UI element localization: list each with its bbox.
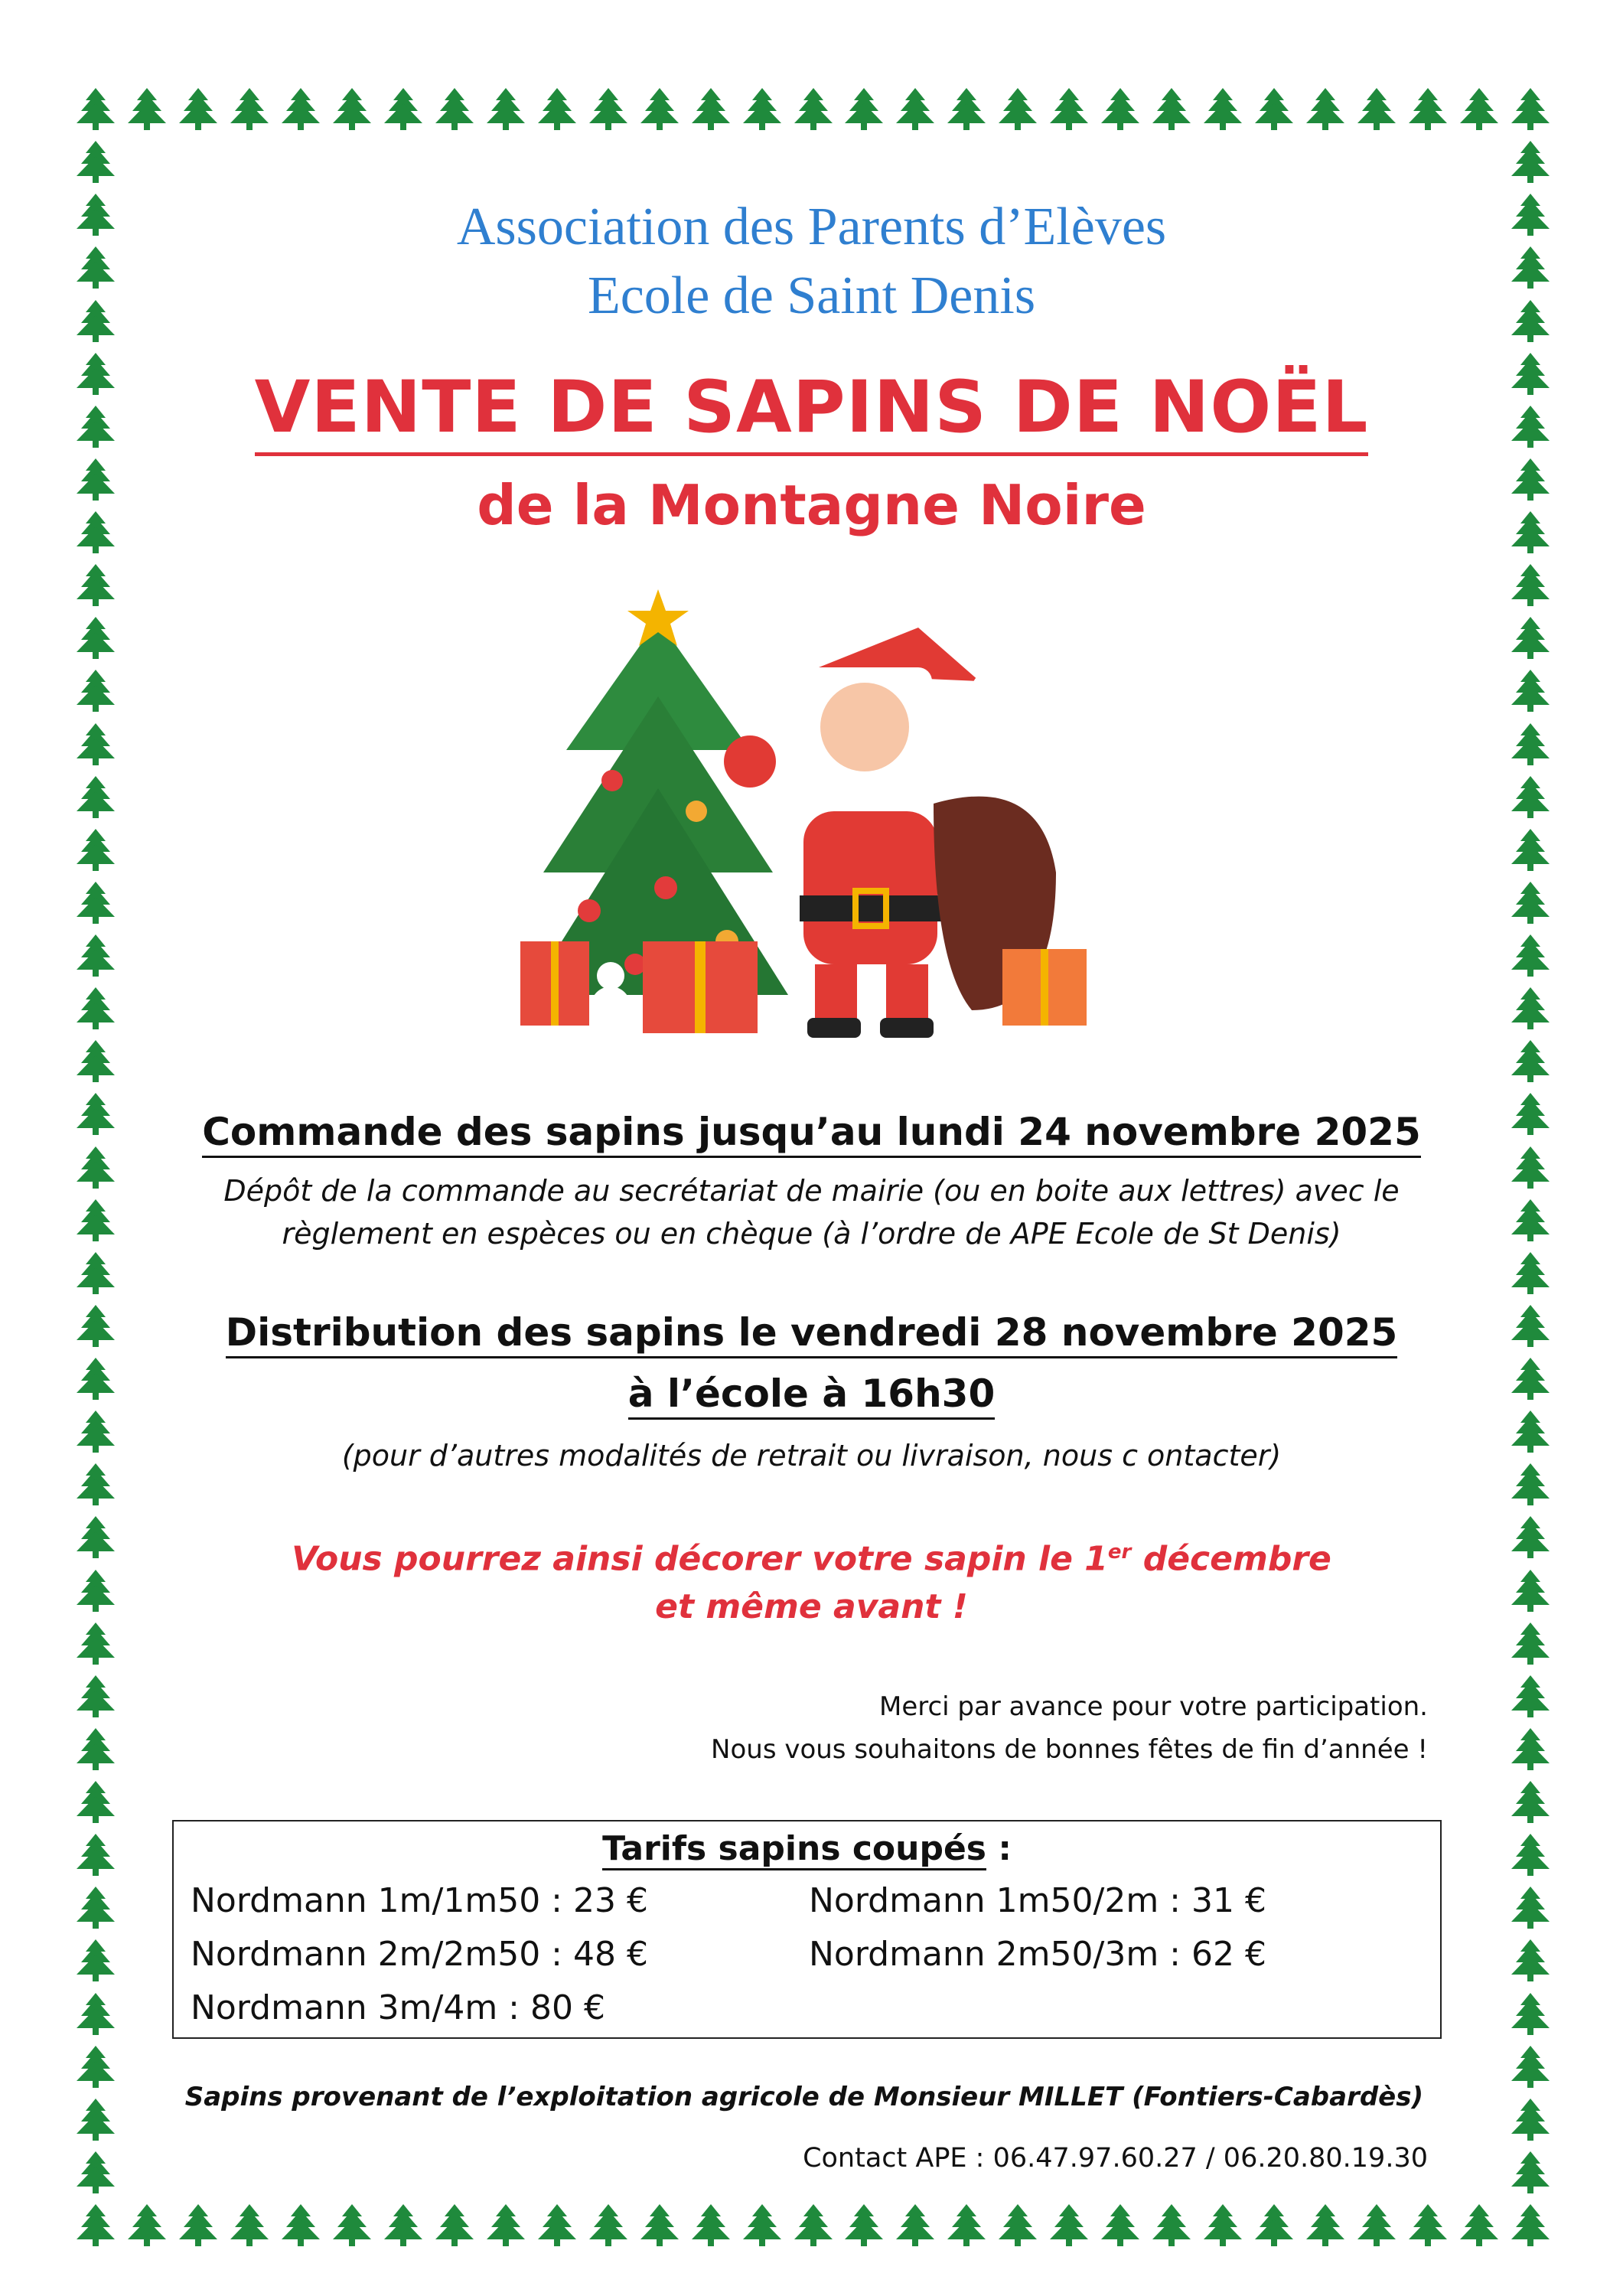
- christmas-tree-icon: [1511, 617, 1550, 660]
- christmas-tree-icon: [794, 2204, 833, 2247]
- christmas-tree-icon: [1511, 2046, 1550, 2089]
- order-heading-text: Commande des sapins jusqu’au lundi 24 novembre 2025: [202, 1110, 1421, 1158]
- christmas-tree-icon: [1511, 776, 1550, 819]
- price-item: Nordmann 2m/2m50 : 48 €: [191, 1935, 648, 1974]
- price-item: Nordmann 2m50/3m : 62 €: [809, 1935, 1266, 1974]
- christmas-tree-icon: [435, 88, 474, 131]
- christmas-tree-icon: [1511, 1993, 1550, 2036]
- christmas-tree-icon: [77, 1834, 115, 1877]
- christmas-tree-icon: [77, 617, 115, 660]
- christmas-tree-icon: [1050, 2204, 1088, 2247]
- christmas-tree-icon: [77, 88, 115, 131]
- christmas-tree-icon: [77, 723, 115, 766]
- christmas-tree-icon: [77, 1781, 115, 1824]
- christmas-tree-icon: [1511, 2151, 1550, 2194]
- christmas-tree-icon: [999, 88, 1037, 131]
- decorate-sup: er: [1107, 1541, 1132, 1564]
- christmas-tree-icon: [1511, 1675, 1550, 1718]
- order-line-1: Dépôt de la commande au secrétariat de mairie (ou en boite aux lettres) avec le: [223, 1174, 1400, 1208]
- christmas-tree-icon: [487, 88, 525, 131]
- price-box: [172, 1820, 1442, 2039]
- christmas-tree-icon: [77, 882, 115, 925]
- christmas-tree-icon: [179, 88, 217, 131]
- christmas-tree-icon: [1511, 1781, 1550, 1824]
- christmas-tree-icon: [743, 2204, 781, 2247]
- christmas-tree-icon: [128, 2204, 166, 2247]
- christmas-tree-icon: [947, 88, 986, 131]
- christmas-tree-icon: [1152, 2204, 1191, 2247]
- christmas-tree-icon: [1152, 88, 1191, 131]
- association-name: Association des Parents d’Elèves: [456, 197, 1167, 256]
- christmas-tree-icon: [589, 88, 627, 131]
- christmas-tree-icon: [333, 2204, 371, 2247]
- christmas-tree-icon: [77, 934, 115, 977]
- christmas-tree-icon: [1511, 1252, 1550, 1295]
- christmas-tree-icon: [1511, 1728, 1550, 1771]
- santa-illustration: [520, 582, 1102, 1041]
- christmas-tree-icon: [77, 2151, 115, 2194]
- christmas-tree-icon: [1511, 141, 1550, 184]
- price-title: [174, 1829, 1440, 1868]
- christmas-tree-icon: [333, 88, 371, 131]
- christmas-tree-icon: [282, 2204, 320, 2247]
- page-title: [0, 366, 1623, 449]
- christmas-tree-icon: [77, 670, 115, 713]
- christmas-tree-icon: [1306, 2204, 1344, 2247]
- christmas-tree-icon: [77, 1675, 115, 1718]
- thanks-line-1: Merci par avance pour votre participation.: [879, 1691, 1428, 1722]
- christmas-tree-icon: [896, 2204, 934, 2247]
- christmas-tree-icon: [743, 88, 781, 131]
- christmas-tree-icon: [384, 88, 422, 131]
- christmas-tree-icon: [1357, 2204, 1396, 2247]
- page-title-text: VENTE DE SAPINS DE NOËL: [255, 366, 1369, 456]
- distribution-heading-2: [0, 1371, 1623, 1416]
- christmas-tree-icon: [692, 88, 730, 131]
- christmas-tree-icon: [1050, 88, 1088, 131]
- tree-origin: Sapins provenant de l’exploitation agricole de Monsieur MILLET (Fontiers-Cabardès): [184, 2082, 1423, 2112]
- order-heading: [0, 1110, 1623, 1154]
- christmas-tree-icon: [230, 88, 269, 131]
- christmas-tree-icon: [1511, 1040, 1550, 1083]
- christmas-tree-icon: [77, 987, 115, 1030]
- christmas-tree-icon: [77, 1993, 115, 2036]
- christmas-tree-icon: [435, 2204, 474, 2247]
- christmas-tree-icon: [77, 1939, 115, 1982]
- christmas-tree-icon: [1511, 564, 1550, 607]
- christmas-tree-icon: [1511, 2099, 1550, 2141]
- christmas-tree-icon: [1460, 2204, 1498, 2247]
- christmas-tree-icon: [1204, 2204, 1242, 2247]
- christmas-tree-icon: [282, 88, 320, 131]
- price-item: Nordmann 1m50/2m : 31 €: [809, 1881, 1266, 1920]
- decorate-line-1: [0, 1525, 1623, 1587]
- christmas-tree-icon: [1511, 1887, 1550, 1929]
- price-title-text: Tarifs sapins coupés: [602, 1829, 986, 1870]
- christmas-tree-icon: [179, 2204, 217, 2247]
- christmas-tree-icon: [1101, 2204, 1139, 2247]
- christmas-tree-icon: [128, 88, 166, 131]
- decorate-text-a: Vous pourrez ainsi décorer votre sapin le 1: [292, 1539, 1108, 1579]
- christmas-tree-icon: [1409, 88, 1447, 131]
- price-item: Nordmann 3m/4m : 80 €: [191, 1988, 605, 2027]
- christmas-tree-icon: [1511, 1939, 1550, 1982]
- christmas-tree-icon: [1511, 987, 1550, 1030]
- christmas-tree-icon: [1511, 1834, 1550, 1877]
- christmas-tree-icon: [640, 88, 679, 131]
- christmas-tree-icon: [77, 1887, 115, 1929]
- price-title-suffix: :: [986, 1829, 1012, 1868]
- christmas-tree-icon: [1409, 2204, 1447, 2247]
- christmas-tree-icon: [487, 2204, 525, 2247]
- christmas-tree-icon: [1357, 88, 1396, 131]
- distribution-heading-2-text: à l’école à 16h30: [628, 1371, 996, 1420]
- christmas-tree-icon: [1511, 723, 1550, 766]
- christmas-tree-icon: [230, 2204, 269, 2247]
- christmas-tree-icon: [77, 829, 115, 872]
- contact-info: Contact APE : 06.47.97.60.27 / 06.20.80.19.30: [803, 2143, 1428, 2174]
- thanks-line-2: Nous vous souhaitons de bonnes fêtes de fin d’année !: [711, 1734, 1428, 1765]
- christmas-tree-icon: [77, 776, 115, 819]
- christmas-tree-icon: [1511, 882, 1550, 925]
- school-name: Ecole de Saint Denis: [587, 266, 1036, 325]
- christmas-tree-icon: [77, 141, 115, 184]
- christmas-tree-icon: [640, 2204, 679, 2247]
- page-subtitle: de la Montagne Noire: [477, 473, 1146, 537]
- christmas-tree-icon: [77, 1040, 115, 1083]
- decorate-line-2: et même avant !: [655, 1587, 968, 1626]
- christmas-tree-icon: [77, 564, 115, 607]
- christmas-tree-icon: [538, 88, 576, 131]
- christmas-tree-icon: [947, 2204, 986, 2247]
- christmas-tree-icon: [77, 2204, 115, 2247]
- christmas-tree-icon: [999, 2204, 1037, 2247]
- christmas-tree-icon: [1511, 829, 1550, 872]
- christmas-tree-icon: [384, 2204, 422, 2247]
- christmas-tree-icon: [1511, 2204, 1550, 2247]
- christmas-tree-icon: [692, 2204, 730, 2247]
- order-line-2: règlement en espèces ou en chèque (à l’ordre de APE Ecole de St Denis): [282, 1217, 1341, 1251]
- christmas-tree-icon: [77, 1728, 115, 1771]
- christmas-tree-icon: [1255, 2204, 1293, 2247]
- christmas-tree-icon: [896, 88, 934, 131]
- christmas-tree-icon: [1511, 934, 1550, 977]
- distribution-heading-1: [0, 1310, 1623, 1355]
- christmas-tree-icon: [77, 1252, 115, 1295]
- christmas-tree-icon: [1306, 88, 1344, 131]
- christmas-tree-icon: [1460, 88, 1498, 131]
- price-item: Nordmann 1m/1m50 : 23 €: [191, 1881, 648, 1920]
- christmas-tree-icon: [1204, 88, 1242, 131]
- christmas-tree-icon: [1101, 88, 1139, 131]
- christmas-tree-icon: [845, 88, 883, 131]
- christmas-tree-icon: [589, 2204, 627, 2247]
- christmas-tree-icon: [1511, 670, 1550, 713]
- decorate-text-b: décembre: [1131, 1539, 1331, 1579]
- christmas-tree-icon: [1511, 88, 1550, 131]
- distribution-heading-1-text: Distribution des sapins le vendredi 28 novembre 2025: [226, 1310, 1398, 1358]
- christmas-tree-icon: [794, 88, 833, 131]
- christmas-tree-icon: [845, 2204, 883, 2247]
- distribution-note: (pour d’autres modalités de retrait ou livraison, nous c ontacter): [341, 1439, 1282, 1473]
- christmas-tree-icon: [1255, 88, 1293, 131]
- christmas-tree-icon: [538, 2204, 576, 2247]
